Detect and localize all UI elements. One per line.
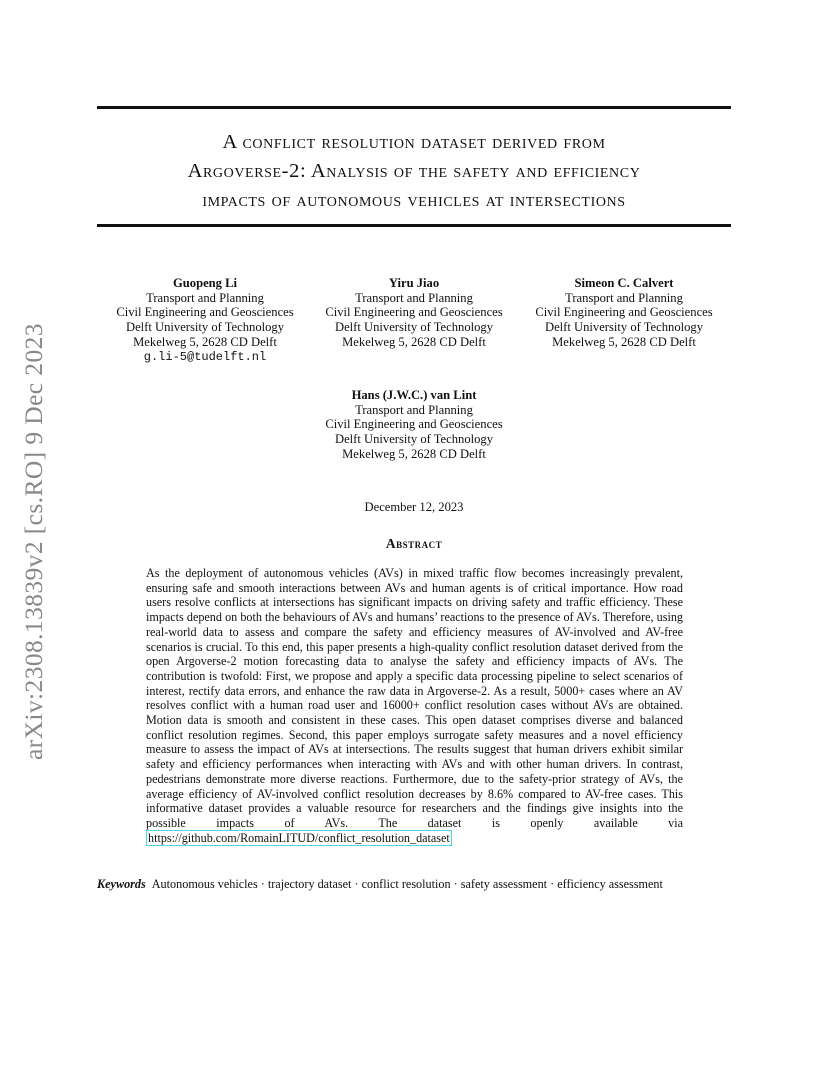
abstract-body	[146, 566, 683, 845]
author-university: Delft University of Technology	[334, 320, 494, 335]
author-address: Mekelweg 5, 2628 CD Delft	[342, 446, 486, 461]
author-email[interactable]: g.li-5@tudelft.nl	[143, 349, 267, 364]
author-name: Yiru Jiao	[388, 276, 440, 290]
abstract-heading: Abstract	[385, 536, 443, 551]
author-name: Simeon C. Calvert	[574, 276, 674, 290]
keywords-label: Keywords	[97, 877, 146, 891]
author-address: Mekelweg 5, 2628 CD Delft	[552, 334, 696, 349]
arxiv-side-stamp: arXiv:2308.13839v2 [cs.RO] 9 Dec 2023	[19, 323, 48, 760]
author-name: Guopeng Li	[172, 276, 238, 290]
abstract-text: As the deployment of autonomous vehicles (AVs) in mixed traffic flow becomes increasingly prevalent, ensuring safe and smooth interactions between AVs and human agents is of critical importance. How road users resolve conflicts at intersections has significant impacts on driving safety and traffic efficiency. These impacts depend on both the behaviours of AVs and humans’ reactions to the presence of AVs. Therefore, using real-world data to assess and compare the safety and efficiency measures of AV-involved and AV-free scenarios is crucial. To this end, this paper presents a high-quality conflict resolution dataset derived from the open Argoverse-2 motion forecasting data to analyse the safety and efficiency impacts of AVs. The contribution is twofold: First, we propose and apply a specific data processing pipeline to select scenarios of interest, rectify data errors, and enhance the raw data in Argoverse-2. As a result, 5000+ cases where an AV resolves conflict with a human road user and 16000+ conflict resolution cases without AVs are obtained. Motion data is smooth and consistent in these cases. This open dataset comprises diverse and balanced conflict resolution regimes. Second, this paper employs surrogate safety measures and a novel efficiency measure to assess the impact of AVs at intersections. The results suggest that human drivers exhibit similar safety and efficiency performances when interacting with AVs and with other human drivers. In contrast, pedestrians demonstrate more diverse reactions. Furthermore, due to the safety-prior strategy of AVs, the average efficiency of AV-involved conflict resolution decreases by 8.6% compared to AV-free cases. This informative dataset provides a valuable resource for researchers and the findings give insights into the possible impacts of AVs. The dataset is openly available via	[146, 566, 683, 830]
author-block-hans-van-lint	[306, 388, 522, 462]
paper-title	[97, 128, 731, 215]
author-address: Mekelweg 5, 2628 CD Delft	[133, 334, 277, 349]
author-university: Delft University of Technology	[125, 320, 285, 335]
author-department: Transport and Planning	[565, 290, 683, 305]
author-university: Delft University of Technology	[334, 432, 494, 447]
keywords-line	[97, 877, 757, 892]
author-block-guopeng-li	[97, 276, 313, 364]
dataset-link[interactable]: https://github.com/RomainLITUD/conflict_resolution_dataset	[148, 830, 450, 845]
author-block-simeon-calvert	[516, 276, 732, 350]
author-department: Transport and Planning	[146, 290, 264, 305]
author-department: Transport and Planning	[355, 402, 473, 417]
title-line-3: impacts of autonomous vehicles at intersections	[202, 189, 626, 211]
title-line-2: Argoverse-2: Analysis of the safety and efficiency	[187, 160, 641, 182]
author-address: Mekelweg 5, 2628 CD Delft	[342, 334, 486, 349]
author-department: Transport and Planning	[355, 290, 473, 305]
author-block-yiru-jiao	[306, 276, 522, 350]
author-faculty: Civil Engineering and Geosciences	[325, 305, 503, 320]
paper-date: December 12, 2023	[364, 500, 464, 514]
author-faculty: Civil Engineering and Geosciences	[325, 417, 503, 432]
title-top-rule	[97, 106, 731, 109]
keywords-text: Autonomous vehicles · trajectory dataset · conflict resolution · safety assessment · efficiency assessment	[151, 877, 663, 891]
author-faculty: Civil Engineering and Geosciences	[116, 305, 294, 320]
author-faculty: Civil Engineering and Geosciences	[535, 305, 713, 320]
title-bottom-rule	[97, 224, 731, 227]
author-university: Delft University of Technology	[544, 320, 704, 335]
author-name: Hans (J.W.C.) van Lint	[351, 388, 477, 402]
title-line-1: A conflict resolution dataset derived from	[222, 131, 606, 153]
